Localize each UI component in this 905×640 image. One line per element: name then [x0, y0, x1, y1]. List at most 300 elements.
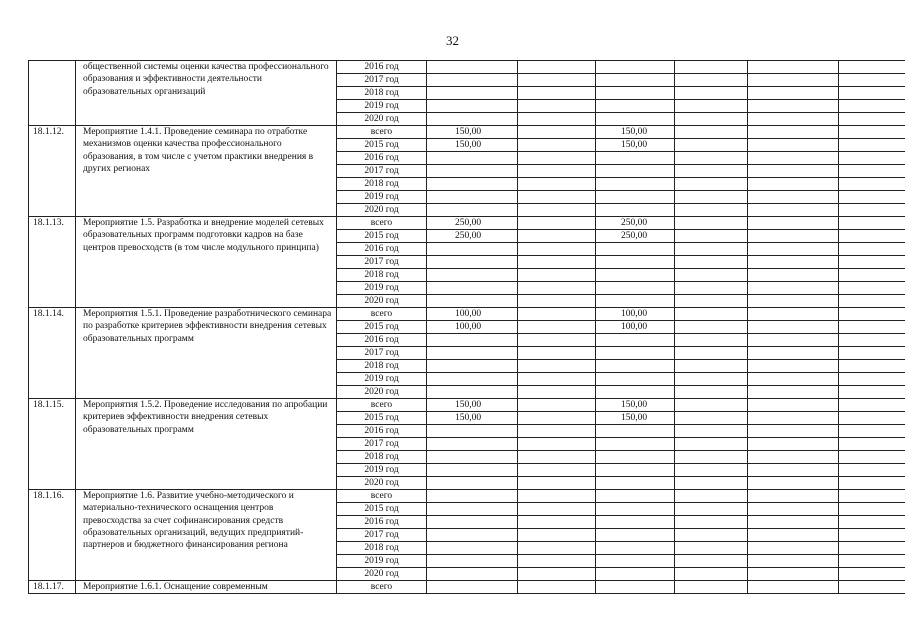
table-row	[29, 126, 905, 139]
amount-cell	[748, 503, 839, 516]
amount-cell	[596, 178, 675, 191]
item-description: Мероприятия 1.5.1. Проведение разработнического семинара по разработке критериев эффективности внедрения сетевых образовательных программ	[76, 308, 337, 399]
amount-cell	[748, 217, 839, 230]
amount-cell	[748, 204, 839, 217]
amount-cell	[675, 581, 748, 594]
amount-cell	[518, 464, 596, 477]
amount-cell: 250,00	[427, 217, 518, 230]
amount-cell	[518, 87, 596, 100]
amount-cell	[675, 425, 748, 438]
amount-cell: 250,00	[596, 217, 675, 230]
year-label: всего	[337, 490, 427, 503]
amount-cell	[675, 516, 748, 529]
amount-cell	[839, 451, 905, 464]
table-row	[29, 308, 905, 321]
table-body	[29, 61, 905, 594]
year-label: 2019 год	[337, 100, 427, 113]
amount-cell	[596, 581, 675, 594]
budget-table	[28, 60, 905, 594]
amount-cell	[427, 178, 518, 191]
amount-cell	[518, 542, 596, 555]
amount-cell: 100,00	[596, 308, 675, 321]
year-label: всего	[337, 399, 427, 412]
amount-cell	[518, 191, 596, 204]
amount-cell	[427, 243, 518, 256]
amount-cell	[675, 113, 748, 126]
amount-cell	[427, 386, 518, 399]
amount-cell	[839, 321, 905, 334]
amount-cell	[675, 373, 748, 386]
amount-cell	[427, 74, 518, 87]
year-label: всего	[337, 217, 427, 230]
year-label: 2015 год	[337, 503, 427, 516]
amount-cell	[427, 347, 518, 360]
amount-cell	[518, 516, 596, 529]
amount-cell	[596, 425, 675, 438]
amount-cell	[675, 568, 748, 581]
amount-cell	[427, 61, 518, 74]
amount-cell	[518, 373, 596, 386]
item-code: 18.1.13.	[29, 217, 76, 308]
amount-cell	[518, 386, 596, 399]
amount-cell	[427, 542, 518, 555]
amount-cell	[596, 542, 675, 555]
amount-cell	[748, 61, 839, 74]
amount-cell	[839, 438, 905, 451]
amount-cell	[839, 568, 905, 581]
amount-cell	[748, 139, 839, 152]
item-description: Мероприятия 1.5.2. Проведение исследования по апробации критериев эффективности внедрения сетевых образовательных программ	[76, 399, 337, 490]
year-label: 2018 год	[337, 360, 427, 373]
item-code: 18.1.14.	[29, 308, 76, 399]
item-description: Мероприятие 1.4.1. Проведение семинара по отработке механизмов оценки качества профессионального образования, в том числе с учетом практики внедрения в других регионах	[76, 126, 337, 217]
amount-cell	[427, 581, 518, 594]
amount-cell	[518, 555, 596, 568]
amount-cell	[839, 87, 905, 100]
amount-cell	[839, 256, 905, 269]
amount-cell: 150,00	[596, 412, 675, 425]
amount-cell	[748, 425, 839, 438]
amount-cell	[675, 152, 748, 165]
year-label: 2016 год	[337, 334, 427, 347]
year-label: 2020 год	[337, 204, 427, 217]
amount-cell	[748, 126, 839, 139]
amount-cell	[748, 529, 839, 542]
amount-cell: 150,00	[596, 139, 675, 152]
amount-cell	[596, 243, 675, 256]
amount-cell	[518, 295, 596, 308]
amount-cell	[748, 490, 839, 503]
amount-cell	[839, 360, 905, 373]
amount-cell	[839, 165, 905, 178]
year-label: 2017 год	[337, 438, 427, 451]
amount-cell	[427, 568, 518, 581]
amount-cell	[596, 204, 675, 217]
amount-cell	[596, 191, 675, 204]
amount-cell	[596, 295, 675, 308]
table-row	[29, 581, 905, 594]
amount-cell	[839, 373, 905, 386]
amount-cell	[675, 555, 748, 568]
year-label: 2017 год	[337, 74, 427, 87]
amount-cell	[748, 516, 839, 529]
amount-cell	[748, 568, 839, 581]
amount-cell	[596, 334, 675, 347]
year-label: 2019 год	[337, 464, 427, 477]
amount-cell	[675, 165, 748, 178]
amount-cell	[675, 256, 748, 269]
amount-cell	[518, 490, 596, 503]
amount-cell	[839, 217, 905, 230]
year-label: 2018 год	[337, 178, 427, 191]
amount-cell	[518, 334, 596, 347]
amount-cell	[839, 425, 905, 438]
amount-cell	[839, 464, 905, 477]
year-label: 2020 год	[337, 477, 427, 490]
amount-cell	[427, 438, 518, 451]
amount-cell: 250,00	[427, 230, 518, 243]
table-row	[29, 490, 905, 503]
amount-cell	[518, 217, 596, 230]
item-description: Мероприятие 1.5. Разработка и внедрение моделей сетевых образовательных программ подготовки кадров на базе центров превосходств (в том числе модульного принципа)	[76, 217, 337, 308]
amount-cell	[839, 152, 905, 165]
amount-cell	[839, 542, 905, 555]
amount-cell	[839, 308, 905, 321]
table-row	[29, 217, 905, 230]
amount-cell	[839, 243, 905, 256]
amount-cell	[675, 191, 748, 204]
amount-cell	[675, 412, 748, 425]
amount-cell	[748, 308, 839, 321]
page-number: 32	[446, 33, 459, 48]
amount-cell	[748, 464, 839, 477]
amount-cell	[839, 269, 905, 282]
amount-cell	[839, 230, 905, 243]
amount-cell	[518, 152, 596, 165]
amount-cell	[748, 555, 839, 568]
amount-cell	[675, 451, 748, 464]
item-code: 18.1.12.	[29, 126, 76, 217]
amount-cell	[427, 555, 518, 568]
amount-cell	[839, 204, 905, 217]
amount-cell	[518, 256, 596, 269]
amount-cell	[748, 74, 839, 87]
amount-cell	[748, 477, 839, 490]
amount-cell	[596, 503, 675, 516]
amount-cell: 150,00	[427, 399, 518, 412]
amount-cell	[518, 412, 596, 425]
year-label: 2018 год	[337, 451, 427, 464]
amount-cell	[839, 113, 905, 126]
year-label: 2020 год	[337, 386, 427, 399]
amount-cell	[748, 451, 839, 464]
amount-cell	[596, 347, 675, 360]
amount-cell	[748, 256, 839, 269]
amount-cell	[839, 529, 905, 542]
year-label: 2020 год	[337, 295, 427, 308]
amount-cell	[839, 139, 905, 152]
year-label: 2019 год	[337, 191, 427, 204]
year-label: 2019 год	[337, 282, 427, 295]
amount-cell	[748, 347, 839, 360]
amount-cell	[518, 477, 596, 490]
item-code: 18.1.17.	[29, 581, 76, 594]
amount-cell	[675, 139, 748, 152]
amount-cell	[596, 100, 675, 113]
year-label: 2015 год	[337, 412, 427, 425]
amount-cell	[596, 386, 675, 399]
amount-cell	[427, 373, 518, 386]
amount-cell	[596, 568, 675, 581]
amount-cell	[748, 191, 839, 204]
amount-cell	[518, 438, 596, 451]
year-label: 2018 год	[337, 542, 427, 555]
amount-cell	[427, 282, 518, 295]
amount-cell	[675, 295, 748, 308]
amount-cell	[427, 425, 518, 438]
year-label: 2016 год	[337, 243, 427, 256]
amount-cell	[675, 126, 748, 139]
amount-cell	[839, 282, 905, 295]
amount-cell	[596, 87, 675, 100]
amount-cell	[596, 464, 675, 477]
year-label: всего	[337, 308, 427, 321]
amount-cell	[518, 360, 596, 373]
amount-cell	[518, 126, 596, 139]
amount-cell	[839, 74, 905, 87]
amount-cell	[748, 113, 839, 126]
item-code	[29, 61, 76, 126]
amount-cell	[748, 412, 839, 425]
amount-cell	[748, 243, 839, 256]
amount-cell: 150,00	[427, 126, 518, 139]
amount-cell	[675, 464, 748, 477]
amount-cell	[518, 425, 596, 438]
amount-cell	[518, 113, 596, 126]
item-description: Мероприятие 1.6.1. Оснащение современным	[76, 581, 337, 594]
year-label: 2016 год	[337, 61, 427, 74]
year-label: 2016 год	[337, 425, 427, 438]
amount-cell	[675, 204, 748, 217]
amount-cell	[596, 269, 675, 282]
amount-cell	[839, 477, 905, 490]
year-label: 2017 год	[337, 529, 427, 542]
amount-cell	[675, 360, 748, 373]
amount-cell	[675, 386, 748, 399]
amount-cell	[675, 334, 748, 347]
amount-cell	[748, 269, 839, 282]
amount-cell	[748, 581, 839, 594]
amount-cell: 150,00	[427, 139, 518, 152]
amount-cell	[839, 178, 905, 191]
amount-cell	[427, 360, 518, 373]
amount-cell	[675, 100, 748, 113]
amount-cell	[596, 282, 675, 295]
year-label: 2020 год	[337, 568, 427, 581]
amount-cell	[427, 477, 518, 490]
amount-cell	[675, 243, 748, 256]
amount-cell	[518, 399, 596, 412]
amount-cell	[427, 295, 518, 308]
amount-cell: 100,00	[427, 321, 518, 334]
amount-cell	[675, 503, 748, 516]
year-label: 2016 год	[337, 516, 427, 529]
amount-cell	[675, 529, 748, 542]
year-label: 2018 год	[337, 269, 427, 282]
amount-cell	[675, 399, 748, 412]
amount-cell: 250,00	[596, 230, 675, 243]
item-code: 18.1.15.	[29, 399, 76, 490]
amount-cell	[675, 308, 748, 321]
amount-cell	[596, 373, 675, 386]
amount-cell	[675, 347, 748, 360]
amount-cell	[748, 399, 839, 412]
amount-cell	[839, 581, 905, 594]
year-label: 2017 год	[337, 256, 427, 269]
amount-cell	[427, 451, 518, 464]
amount-cell: 150,00	[596, 126, 675, 139]
amount-cell	[518, 165, 596, 178]
amount-cell	[675, 217, 748, 230]
amount-cell	[839, 61, 905, 74]
amount-cell	[596, 165, 675, 178]
amount-cell	[518, 581, 596, 594]
year-label: всего	[337, 126, 427, 139]
item-description: общественной системы оценки качества профессионального образования и эффективности деятельности образовательных организаций	[76, 61, 337, 126]
amount-cell	[675, 490, 748, 503]
amount-cell	[675, 477, 748, 490]
amount-cell	[518, 321, 596, 334]
amount-cell	[596, 555, 675, 568]
amount-cell	[748, 230, 839, 243]
amount-cell	[839, 516, 905, 529]
amount-cell	[427, 87, 518, 100]
amount-cell	[839, 490, 905, 503]
amount-cell: 100,00	[427, 308, 518, 321]
amount-cell	[518, 308, 596, 321]
amount-cell	[748, 334, 839, 347]
amount-cell	[596, 477, 675, 490]
amount-cell	[518, 230, 596, 243]
amount-cell	[839, 334, 905, 347]
amount-cell	[596, 529, 675, 542]
year-label: 2015 год	[337, 321, 427, 334]
amount-cell	[748, 282, 839, 295]
amount-cell: 150,00	[596, 399, 675, 412]
amount-cell	[427, 204, 518, 217]
amount-cell	[748, 295, 839, 308]
amount-cell	[839, 412, 905, 425]
amount-cell	[839, 295, 905, 308]
amount-cell	[675, 542, 748, 555]
amount-cell	[427, 269, 518, 282]
amount-cell	[427, 165, 518, 178]
amount-cell	[518, 100, 596, 113]
year-label: 2020 год	[337, 113, 427, 126]
amount-cell	[748, 165, 839, 178]
amount-cell	[596, 152, 675, 165]
amount-cell	[596, 74, 675, 87]
amount-cell	[596, 438, 675, 451]
amount-cell	[427, 100, 518, 113]
year-label: 2016 год	[337, 152, 427, 165]
year-label: 2015 год	[337, 139, 427, 152]
amount-cell	[427, 516, 518, 529]
amount-cell	[518, 204, 596, 217]
amount-cell	[518, 74, 596, 87]
amount-cell	[839, 386, 905, 399]
amount-cell	[675, 269, 748, 282]
amount-cell	[427, 256, 518, 269]
amount-cell	[748, 178, 839, 191]
table-row	[29, 399, 905, 412]
amount-cell	[596, 516, 675, 529]
amount-cell	[427, 191, 518, 204]
amount-cell	[518, 61, 596, 74]
amount-cell	[748, 542, 839, 555]
amount-cell	[427, 464, 518, 477]
amount-cell	[518, 282, 596, 295]
amount-cell	[748, 152, 839, 165]
amount-cell	[675, 74, 748, 87]
amount-cell	[518, 347, 596, 360]
amount-cell	[596, 256, 675, 269]
amount-cell	[675, 61, 748, 74]
amount-cell	[518, 529, 596, 542]
amount-cell	[518, 139, 596, 152]
amount-cell	[427, 529, 518, 542]
amount-cell	[596, 61, 675, 74]
amount-cell	[748, 373, 839, 386]
amount-cell	[518, 451, 596, 464]
amount-cell	[518, 269, 596, 282]
amount-cell	[675, 321, 748, 334]
year-label: всего	[337, 581, 427, 594]
table-row	[29, 61, 905, 74]
year-label: 2018 год	[337, 87, 427, 100]
amount-cell	[839, 555, 905, 568]
year-label: 2017 год	[337, 347, 427, 360]
amount-cell	[839, 100, 905, 113]
amount-cell	[748, 100, 839, 113]
amount-cell	[518, 178, 596, 191]
amount-cell	[675, 438, 748, 451]
amount-cell	[839, 347, 905, 360]
amount-cell: 150,00	[427, 412, 518, 425]
amount-cell	[427, 152, 518, 165]
amount-cell	[748, 360, 839, 373]
amount-cell	[518, 503, 596, 516]
amount-cell	[596, 360, 675, 373]
year-label: 2019 год	[337, 555, 427, 568]
amount-cell	[596, 451, 675, 464]
amount-cell	[427, 113, 518, 126]
amount-cell	[675, 282, 748, 295]
year-label: 2015 год	[337, 230, 427, 243]
amount-cell	[748, 321, 839, 334]
year-label: 2017 год	[337, 165, 427, 178]
amount-cell	[839, 399, 905, 412]
amount-cell	[596, 490, 675, 503]
amount-cell	[427, 334, 518, 347]
amount-cell	[518, 243, 596, 256]
amount-cell	[675, 87, 748, 100]
amount-cell	[427, 503, 518, 516]
amount-cell	[839, 126, 905, 139]
amount-cell	[675, 230, 748, 243]
amount-cell: 100,00	[596, 321, 675, 334]
item-code: 18.1.16.	[29, 490, 76, 581]
